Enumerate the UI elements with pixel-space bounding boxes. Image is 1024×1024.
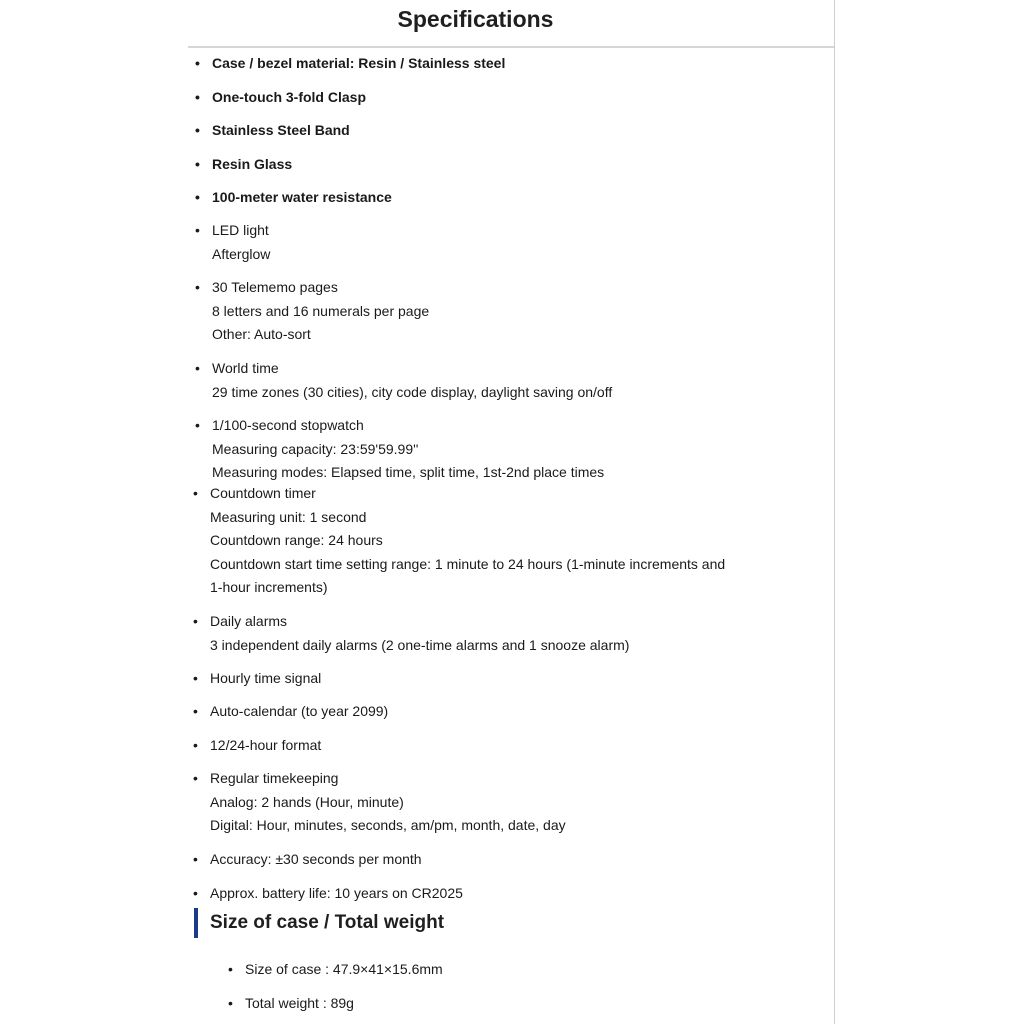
spec-item bbox=[195, 186, 392, 210]
spec-line: Regular timekeeping bbox=[210, 770, 339, 786]
bullet-icon: • bbox=[195, 189, 200, 205]
spec-line: World time bbox=[212, 360, 279, 376]
spec-line: 8 letters and 16 numerals per page bbox=[212, 302, 430, 319]
spec-line: 1/100-second stopwatch bbox=[212, 417, 364, 433]
bullet-icon: • bbox=[195, 360, 200, 376]
spec-line: Stainless Steel Band bbox=[212, 122, 350, 138]
spec-line: Measuring modes: Elapsed time, split time, 1st-2nd place times bbox=[212, 464, 605, 481]
spec-line: Measuring unit: 1 second bbox=[210, 508, 367, 525]
spec-line: 12/24-hour format bbox=[210, 737, 322, 753]
spec-item bbox=[193, 882, 463, 906]
bullet-icon: • bbox=[193, 703, 198, 719]
spec-line: Analog: 2 hands (Hour, minute) bbox=[210, 793, 404, 810]
spec-item bbox=[193, 767, 566, 838]
spec-item bbox=[195, 414, 605, 485]
page-title: Specifications bbox=[397, 6, 554, 32]
spec-item bbox=[193, 700, 389, 724]
spec-line: Countdown range: 24 hours bbox=[210, 532, 383, 549]
size-weight-heading: Size of case / Total weight bbox=[194, 908, 444, 938]
spec-item bbox=[193, 482, 726, 600]
bullet-icon: • bbox=[195, 156, 200, 172]
bullet-icon: • bbox=[193, 670, 198, 686]
spec-line: LED light bbox=[212, 222, 269, 238]
bullet-icon: • bbox=[228, 995, 233, 1011]
specifications-panel bbox=[188, 0, 835, 1024]
spec-item bbox=[195, 357, 613, 404]
spec-line: Approx. battery life: 10 years on CR2025 bbox=[210, 885, 463, 901]
bullet-icon: • bbox=[195, 279, 200, 295]
bullet-icon: • bbox=[193, 485, 198, 501]
size-item bbox=[228, 958, 443, 981]
bullet-icon: • bbox=[195, 222, 200, 238]
title-divider bbox=[188, 46, 834, 48]
bullet-icon: • bbox=[193, 885, 198, 901]
spec-line: Other: Auto-sort bbox=[212, 326, 311, 343]
size-item-text: Size of case : 47.9×41×15.6mm bbox=[245, 961, 443, 977]
spec-line: Case / bezel material: Resin / Stainless steel bbox=[212, 55, 506, 71]
size-item bbox=[228, 992, 354, 1015]
spec-line: Hourly time signal bbox=[210, 670, 322, 686]
spec-line: 1-hour increments) bbox=[210, 579, 328, 596]
bullet-icon: • bbox=[228, 961, 233, 977]
spec-line: 3 independent daily alarms (2 one-time alarms and 1 snooze alarm) bbox=[210, 636, 630, 653]
spec-line: Countdown start time setting range: 1 minute to 24 hours (1-minute increments and bbox=[210, 555, 726, 572]
bullet-icon: • bbox=[195, 55, 200, 71]
spec-item bbox=[193, 610, 630, 657]
spec-item bbox=[195, 119, 350, 143]
spec-line: 30 Telememo pages bbox=[212, 279, 338, 295]
bullet-icon: • bbox=[193, 770, 198, 786]
spec-line: Auto-calendar (to year 2099) bbox=[210, 703, 389, 719]
bullet-icon: • bbox=[195, 417, 200, 433]
spec-line: Measuring capacity: 23:59'59.99'' bbox=[212, 440, 419, 457]
bullet-icon: • bbox=[195, 122, 200, 138]
spec-line: One-touch 3-fold Clasp bbox=[212, 89, 366, 105]
spec-line: Countdown timer bbox=[210, 485, 316, 501]
spec-item bbox=[193, 848, 422, 872]
spec-item bbox=[195, 276, 430, 347]
spec-line: Resin Glass bbox=[212, 156, 293, 172]
spec-item bbox=[193, 734, 322, 758]
spec-line: 29 time zones (30 cities), city code display, daylight saving on/off bbox=[212, 383, 613, 400]
spec-item bbox=[195, 52, 506, 76]
spec-item bbox=[195, 86, 366, 110]
bullet-icon: • bbox=[195, 89, 200, 105]
spec-line: Digital: Hour, minutes, seconds, am/pm, month, date, day bbox=[210, 817, 566, 834]
bullet-icon: • bbox=[193, 613, 198, 629]
bullet-icon: • bbox=[193, 737, 198, 753]
spec-item bbox=[193, 667, 322, 691]
spec-line: Accuracy: ±30 seconds per month bbox=[210, 851, 422, 867]
spec-line: Daily alarms bbox=[210, 613, 288, 629]
spec-line: Afterglow bbox=[212, 245, 271, 262]
spec-line: 100-meter water resistance bbox=[212, 189, 392, 205]
size-item-text: Total weight : 89g bbox=[245, 995, 354, 1011]
spec-item bbox=[195, 153, 293, 177]
spec-item bbox=[195, 219, 271, 266]
bullet-icon: • bbox=[193, 851, 198, 867]
